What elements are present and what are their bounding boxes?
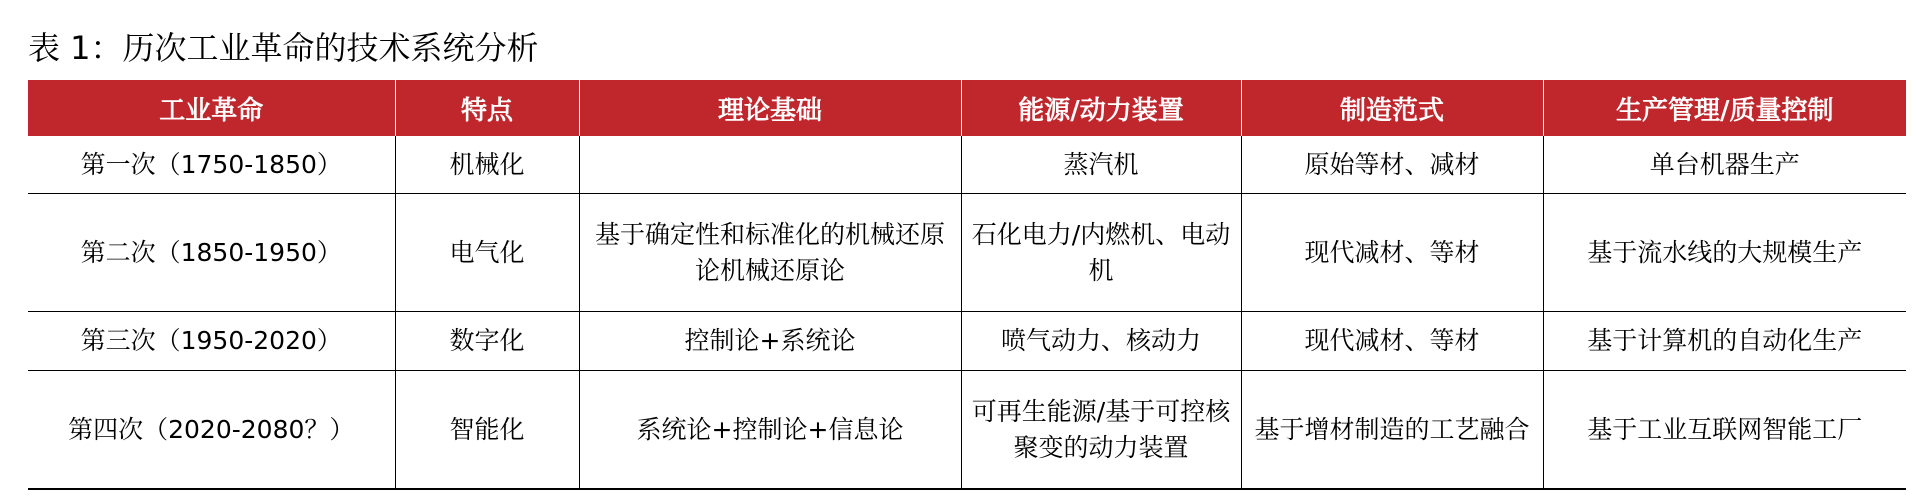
header-theory: 理论基础 (579, 80, 961, 136)
header-row (28, 80, 1906, 136)
header-feature: 特点 (395, 80, 579, 136)
cell-revolution: 第二次（1850-1950） (28, 194, 395, 312)
industrial-revolution-table (28, 80, 1906, 490)
cell-energy: 石化电力/内燃机、电动机 (961, 194, 1241, 312)
cell-revolution: 第四次（2020-2080？） (28, 371, 395, 490)
cell-manufacturing: 现代减材、等材 (1241, 312, 1543, 371)
cell-theory: 基于确定性和标准化的机械还原论机械还原论 (579, 194, 961, 312)
cell-energy: 可再生能源/基于可控核聚变的动力装置 (961, 371, 1241, 490)
cell-revolution: 第三次（1950-2020） (28, 312, 395, 371)
table-row (28, 371, 1906, 490)
cell-management: 基于工业互联网智能工厂 (1543, 371, 1906, 490)
table-row (28, 194, 1906, 312)
cell-manufacturing: 现代减材、等材 (1241, 194, 1543, 312)
cell-feature: 电气化 (395, 194, 579, 312)
cell-feature: 数字化 (395, 312, 579, 371)
cell-theory: 控制论+系统论 (579, 312, 961, 371)
header-revolution: 工业革命 (28, 80, 395, 136)
cell-theory: 系统论+控制论+信息论 (579, 371, 961, 490)
cell-energy: 蒸汽机 (961, 136, 1241, 194)
header-manufacturing: 制造范式 (1241, 80, 1543, 136)
cell-theory (579, 136, 961, 194)
cell-feature: 机械化 (395, 136, 579, 194)
header-energy: 能源/动力装置 (961, 80, 1241, 136)
cell-feature: 智能化 (395, 371, 579, 490)
table-title: 表 1：历次工业革命的技术系统分析 (28, 29, 539, 67)
header-management: 生产管理/质量控制 (1543, 80, 1906, 136)
cell-manufacturing: 原始等材、减材 (1241, 136, 1543, 194)
cell-management: 单台机器生产 (1543, 136, 1906, 194)
table-row (28, 136, 1906, 194)
cell-management: 基于流水线的大规模生产 (1543, 194, 1906, 312)
cell-energy: 喷气动力、核动力 (961, 312, 1241, 371)
table-row (28, 312, 1906, 371)
cell-manufacturing: 基于增材制造的工艺融合 (1241, 371, 1543, 490)
cell-management: 基于计算机的自动化生产 (1543, 312, 1906, 371)
cell-revolution: 第一次（1750-1850） (28, 136, 395, 194)
